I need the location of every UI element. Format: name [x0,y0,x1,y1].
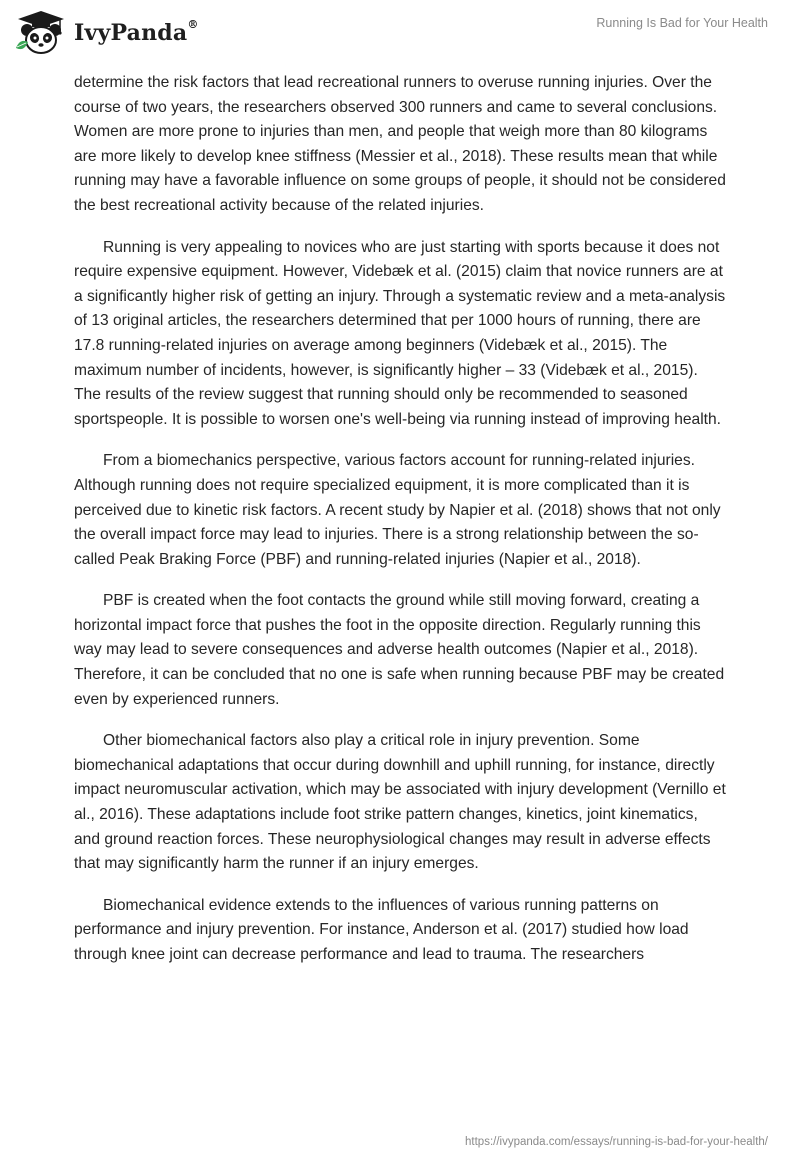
essay-body [74,71,728,985]
paragraph: From a biomechanics perspective, various factors account for running-related injuries. Although running does not require specialized equipment, it is more complicated than it is perceived due to kinetic risk factors. A recent study by Napier et al. (2018) shows that not only the overall impact force may lead to injuries. There is a strong relationship between the so-called Peak Braking Force (PBF) and running-related injuries (Napier et al., 2018). [74,452,721,568]
paragraph: Biomechanical evidence extends to the influences of various running patterns on performance and injury prevention. For instance, Anderson et al. (2017) studied how load through knee joint can decrease performance and lead to trauma. The researchers [74,896,689,963]
ivypanda-logo[interactable] [14,8,199,58]
paragraph: determine the risk factors that lead recreational runners to overuse running injuries. Over the course of two years, the researchers observed 300 runners and came to several conclusions. Women are more prone to injuries than men, and people that weigh more than 80 kilograms are more likely to develop knee stiffness (Messier et al., 2018). These results mean that while running may have a favorable influence on some groups of people, it should not be considered the best recreational activity because of the related injuries. [74,74,726,214]
paragraph: Running is very appealing to novices who are just starting with sports because it does not require expensive equipment. However, Videbæk et al. (2015) claim that novice runners are at a significantly higher risk of getting an injury. Through a systematic review and a meta-analysis of 13 original articles, the researchers determined that per 1000 hours of running, there are 17.8 running-related injuries on average among beginners (Videbæk et al., 2015). The maximum number of incidents, however, is significantly higher – 33 (Videbæk et al., 2015). The results of the review suggest that running should only be recommended to seasoned sportspeople. It is possible to worsen one's well-being via running instead of improving health. [74,238,726,428]
page-header [0,0,800,64]
panda-graduate-icon [14,8,68,58]
paragraph: PBF is created when the foot contacts the ground while still moving forward, creating a horizontal impact force that pushes the foot in the opposite direction. Regularly running this way may lead to severe consequences and adverse health outcomes (Napier et al., 2018). Therefore, it can be concluded that no one is safe when running because PBF may be created even by experienced runners. [74,592,725,708]
paragraph: Other biomechanical factors also play a critical role in injury prevention. Some biomechanical adaptations that occur during downhill and uphill running, for instance, directly impact neuromuscular activation, which may be associated with injury development (Vernillo et al., 2016). These adaptations include foot strike pattern changes, kinetics, joint kinematics, and ground reaction forces. These neurophysiological changes may result in adverse effects that may significantly harm the runner if an injury emerges. [74,732,726,873]
running-title: Running Is Bad for Your Health [596,16,768,30]
brand-name: IvyPanda® [74,18,199,46]
footer-source-link[interactable]: https://ivypanda.com/essays/running-is-bad-for-your-health/ [465,1136,768,1148]
